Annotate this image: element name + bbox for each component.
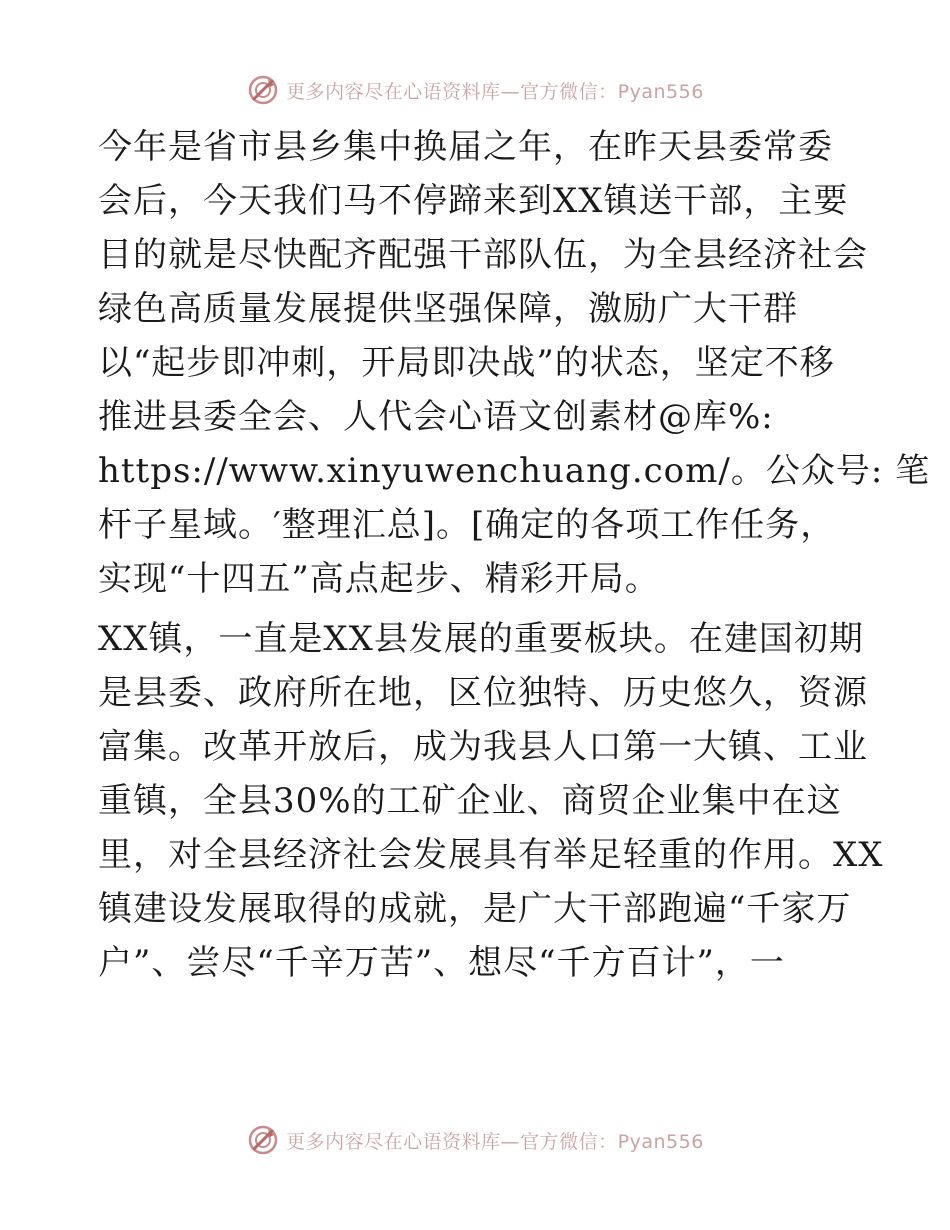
text-line: 绿色高质量发展提供坚强保障，激励广大干群 xyxy=(98,289,798,329)
paragraph-2 xyxy=(98,612,884,990)
document-body xyxy=(98,120,931,996)
header-banner xyxy=(0,70,950,110)
xinyu-logo-icon xyxy=(246,1123,280,1157)
text-line: 户”、尝尽“千辛万苦”、想尽“千方百计”，一 xyxy=(98,943,785,983)
footer-banner-text: 更多内容尽在心语资料库—官方微信：Pyan556 xyxy=(286,1130,704,1153)
text-line: 富集。改革开放后，成为我县人口第一大镇、工业 xyxy=(98,727,868,767)
text-line: 会后，今天我们马不停蹄来到XX镇送干部，主要 xyxy=(98,181,849,221)
text-line: 里，对全县经济社会发展具有举足轻重的作用。XX xyxy=(98,835,884,875)
text-line: 是县委、政府所在地，区位独特、历史悠久，资源 xyxy=(98,673,868,713)
text-line: 重镇，全县30%的工矿企业、商贸企业集中在这 xyxy=(98,781,842,821)
text-line: 镇建设发展取得的成就，是广大干部跑遍“千家万 xyxy=(98,889,852,929)
footer-banner xyxy=(0,1120,950,1160)
text-line: 推进县委全会、人代会心语文创素材@库%: xyxy=(98,397,774,437)
text-line: 实现“十四五”高点起步、精彩开局。 xyxy=(98,559,660,599)
text-line: XX镇，一直是XX县发展的重要板块。在建国初期 xyxy=(98,619,864,659)
text-line: 杆子星域。′整理汇总]。[确定的各项工作任务， xyxy=(98,505,836,545)
header-banner-text: 更多内容尽在心语资料库—官方微信：Pyan556 xyxy=(286,80,704,103)
paragraph-1 xyxy=(98,120,931,606)
text-line: 以“起步即冲刺，开局即决战”的状态，坚定不移 xyxy=(98,343,835,383)
xinyu-logo-icon xyxy=(246,73,280,107)
text-line: 目的就是尽快配齐配强干部队伍，为全县经济社会 xyxy=(98,235,868,275)
text-line: 今年是省市县乡集中换届之年，在昨天县委常委 xyxy=(98,127,833,167)
text-line: https://www.xinyuwenchuang.com/。公众号: 笔 xyxy=(98,451,931,491)
